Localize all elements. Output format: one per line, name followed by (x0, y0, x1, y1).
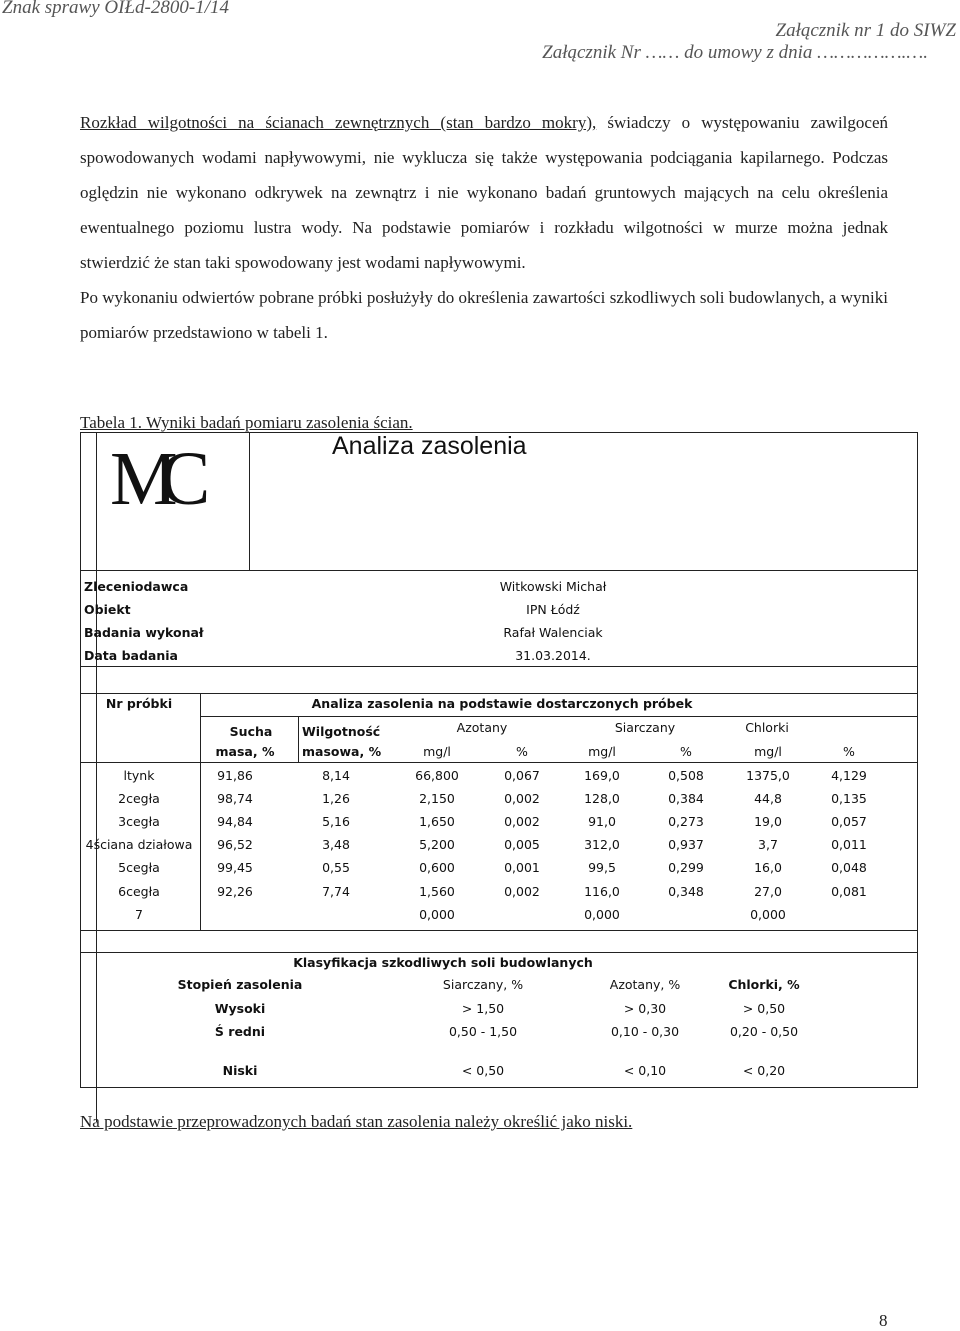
sample-value: 7,74 (322, 884, 350, 899)
sample-value: 96,52 (217, 837, 253, 852)
classif-level: Ś redni (214, 1024, 266, 1039)
sample-value: 19,0 (754, 814, 782, 829)
sample-value: 0,000 (750, 907, 786, 922)
sample-value: 91,86 (217, 768, 253, 783)
sample-value: 1375,0 (746, 768, 790, 783)
results-bottom-rule (80, 930, 918, 931)
sample-value: 1,650 (419, 814, 455, 829)
case-number: Znak sprawy OIŁd-2800-1/14 (2, 0, 229, 18)
conclusion: Na podstawie przeprowadzonych badań stan zasolenia należy określić jako niski. (80, 1112, 633, 1131)
sample-value: 312,0 (584, 837, 620, 852)
unit-label: % (680, 744, 692, 759)
unit-label: mg/l (588, 744, 616, 759)
sample-value: 1,560 (419, 884, 455, 899)
sample-value: 0,000 (584, 907, 620, 922)
info-value: 31.03.2014. (515, 648, 591, 663)
sample-value: 27,0 (754, 884, 782, 899)
sample-value: 0,048 (831, 860, 867, 875)
results-col-rule (200, 693, 201, 931)
sample-value: 0,002 (504, 884, 540, 899)
sample-value: 0,011 (831, 837, 867, 852)
sample-value: 0,005 (504, 837, 540, 852)
unit-label: % (843, 744, 855, 759)
classif-level: Wysoki (214, 1001, 266, 1016)
sample-value: 0,384 (668, 791, 704, 806)
header-sample-no: Nr próbki (105, 696, 173, 711)
info-value: Witkowski Michał (499, 579, 607, 594)
paragraph-moisture (80, 105, 888, 280)
sample-value: 0,299 (668, 860, 704, 875)
sample-value: 2,150 (419, 791, 455, 806)
info-label: Data badania (84, 648, 178, 663)
sample-value: 169,0 (584, 768, 620, 783)
sample-value: 0,600 (419, 860, 455, 875)
sample-value: 92,26 (217, 884, 253, 899)
sample-name: 2cegła (118, 791, 160, 806)
classif-threshold: 0,10 - 0,30 (610, 1024, 680, 1039)
results-sep-rule (200, 716, 918, 717)
unit-label: mg/l (754, 744, 782, 759)
sample-value: 0,081 (831, 884, 867, 899)
sample-value: 98,74 (217, 791, 253, 806)
sample-name: 5cegła (118, 860, 160, 875)
info-value: IPN Łódź (526, 602, 580, 617)
classif-threshold: > 1,50 (461, 1001, 505, 1016)
report-title: Analiza zasolenia (332, 432, 527, 460)
classif-title: Klasyfikacja szkodliwych soli budowlanych (293, 955, 593, 970)
sample-value: 3,48 (322, 837, 350, 852)
sample-value: 44,8 (754, 791, 782, 806)
unit-label: mg/l (423, 744, 451, 759)
classif-threshold: < 0,50 (461, 1063, 505, 1078)
sample-value: 5,200 (419, 837, 455, 852)
results-top-rule (80, 693, 918, 694)
paragraph-samples: Po wykonaniu odwiertów pobrane próbki posłużyły do określenia zawartości szkodliwych soli budowlanych, a wyniki pomiarów przedstawiono w tabeli 1. (80, 288, 888, 342)
header-analysis: Analiza zasolenia na podstawie dostarczonych próbek (311, 696, 693, 711)
sample-value: 4,129 (831, 768, 867, 783)
sample-value: 3,7 (758, 837, 778, 852)
results-units-rule (80, 762, 918, 763)
sample-name: 6cegła (118, 884, 160, 899)
sample-value: 0,001 (504, 860, 540, 875)
header-moisture-unit: masowa, % (302, 744, 382, 759)
sample-name: 3cegła (118, 814, 160, 829)
sample-value: 0,273 (668, 814, 704, 829)
classif-threshold: < 0,20 (742, 1063, 786, 1078)
annex-label: Załącznik nr 1 do SIWZ (775, 20, 956, 41)
results-col-rule (298, 716, 299, 762)
classif-threshold: > 0,30 (623, 1001, 667, 1016)
sample-value: 5,16 (322, 814, 350, 829)
classif-level: Niski (222, 1063, 258, 1078)
sample-value: 0,937 (668, 837, 704, 852)
classif-threshold: 0,50 - 1,50 (448, 1024, 518, 1039)
header-dry-mass: Sucha (229, 724, 273, 739)
sample-name: ltynk (123, 768, 155, 783)
sample-value: 66,800 (415, 768, 459, 783)
classif-threshold: > 0,50 (742, 1001, 786, 1016)
sample-value: 0,002 (504, 814, 540, 829)
page-number: 8 (879, 1311, 888, 1330)
mc-logo: MC (110, 437, 193, 521)
sample-value: 94,84 (217, 814, 253, 829)
info-bottom-rule (80, 666, 918, 667)
sample-value: 0,348 (668, 884, 704, 899)
logo-left-rule (96, 432, 97, 1122)
classif-top-rule (80, 952, 918, 953)
sample-value: 116,0 (584, 884, 620, 899)
sample-value: 0,067 (504, 768, 540, 783)
classif-header: Chlorki, % (728, 977, 800, 992)
sample-value: 99,45 (217, 860, 253, 875)
sample-value: 8,14 (322, 768, 350, 783)
table-caption: Tabela 1. Wyniki badań pomiaru zasolenia ścian. (80, 413, 413, 432)
classif-header: Stopień zasolenia (177, 977, 303, 992)
logo-right-rule (249, 432, 250, 570)
sample-value: 99,5 (588, 860, 616, 875)
unit-label: % (516, 744, 528, 759)
classif-threshold: 0,20 - 0,50 (729, 1024, 799, 1039)
info-label: Zleceniodawca (84, 579, 189, 594)
sample-name: 7 (135, 907, 143, 922)
sample-value: 0,508 (668, 768, 704, 783)
sample-value: 1,26 (322, 791, 350, 806)
paragraph-moisture-lead: Rozkład wilgotności na ścianach zewnętrznych (stan bardzo mokry), (80, 113, 597, 132)
sample-value: 0,057 (831, 814, 867, 829)
header-chlorides: Chlorki (745, 720, 789, 735)
header-moisture: Wilgotność (302, 724, 381, 739)
sample-value: 0,135 (831, 791, 867, 806)
header-sulfates: Siarczany (614, 720, 676, 735)
classif-header: Azotany, % (609, 977, 681, 992)
sample-value: 0,002 (504, 791, 540, 806)
info-label: Badania wykonał (84, 625, 204, 640)
sample-value: 0,000 (419, 907, 455, 922)
sample-value: 91,0 (588, 814, 616, 829)
header-dry-mass-unit: masa, % (215, 744, 275, 759)
contract-annex-label: Załącznik Nr …… do umowy z dnia …………….…. (542, 42, 928, 63)
sample-value: 0,55 (322, 860, 350, 875)
info-top-rule (80, 570, 918, 571)
sample-value: 128,0 (584, 791, 620, 806)
sample-value: 16,0 (754, 860, 782, 875)
paragraph-moisture-body: świadczy o występowaniu zawilgoceń spowodowanych wodami napływowymi, nie wyklucza się także występowania podciągania kapilarnego. Podczas oględzin nie wykonano odkrywek na zewnątrz i nie wykonano badań gruntowych mających na celu określenia ewentualnego poziomu lustra wody. Na podstawie pomiarów i rozkładu wilgotności w murze można jednak stwierdzić że stan taki spowodowany jest wodami napływowymi. (80, 113, 888, 272)
classif-threshold: < 0,10 (623, 1063, 667, 1078)
info-value: Rafał Walenciak (503, 625, 603, 640)
info-label: Obiekt (84, 602, 131, 617)
classif-header: Siarczany, % (442, 977, 524, 992)
sample-name: 4ściana działowa (85, 837, 193, 852)
header-nitrates: Azotany (456, 720, 508, 735)
